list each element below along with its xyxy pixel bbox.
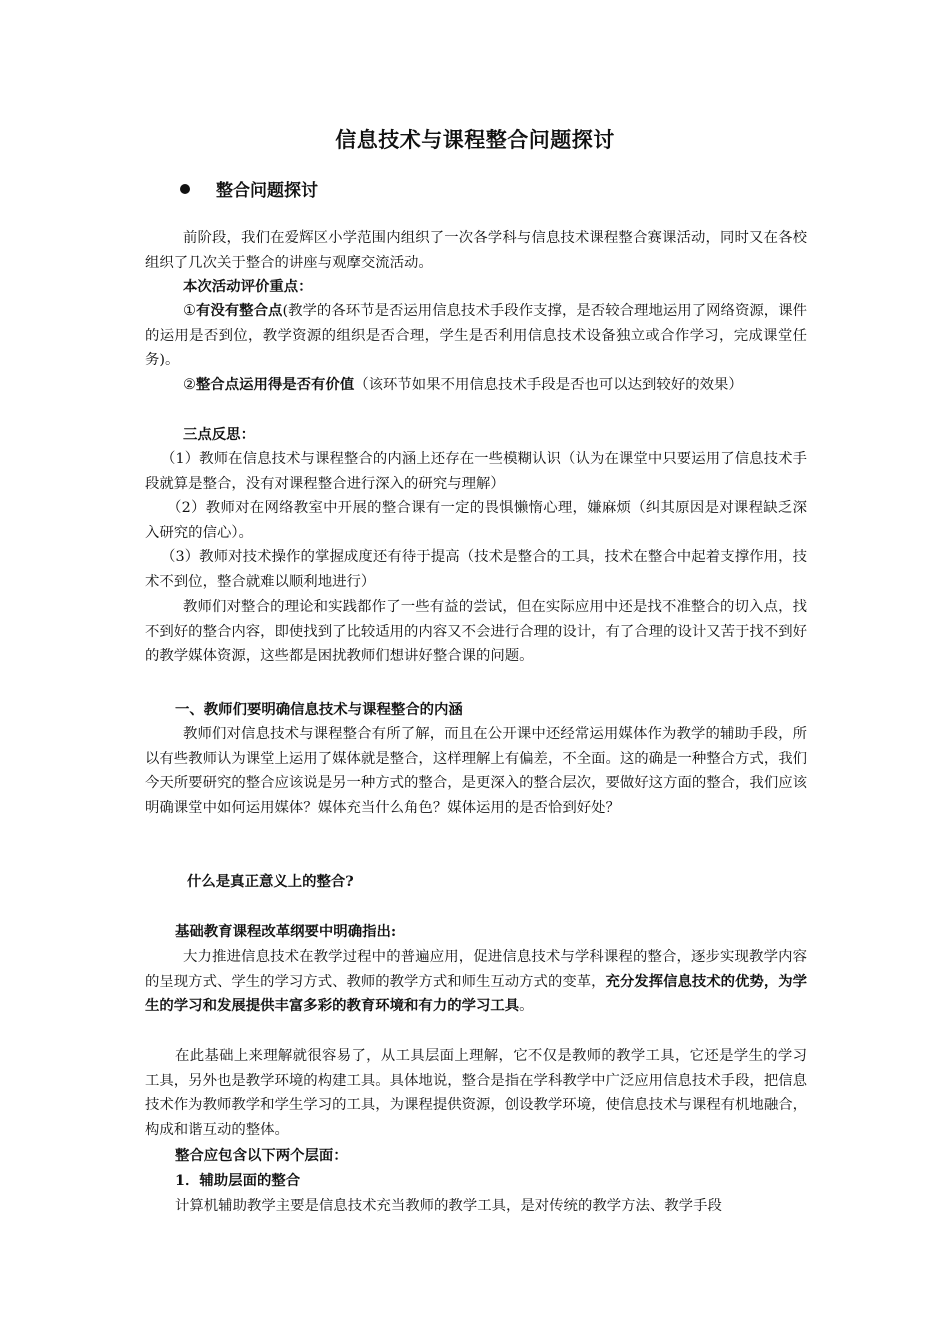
reform-heading bbox=[145, 920, 807, 945]
question-label: 什么是真正意义上的整合? bbox=[187, 873, 354, 890]
section-1-paragraph: 教师们对信息技术与课程整合有所了解，而且在公开课中还经常运用媒体作为教学的辅助手段，所以有些教师认为课堂上运用了媒体就是整合，这样理解上有偏差，不全面。这的确是一种整合方式，我们今天所要研究的整合应该说是另一种方式的整合，是更深入的整合层次，要做好这方面的整合，我们应该明确课堂中如何运用媒体？媒体充当什么角色？媒体运用的是否恰到好处？ bbox=[145, 726, 807, 816]
bullet-dot-icon bbox=[180, 184, 190, 194]
level-1-heading bbox=[145, 1169, 807, 1194]
levels-heading-label: 整合应包含以下两个层面： bbox=[175, 1147, 348, 1164]
reflect-heading-label: 三点反思： bbox=[183, 426, 255, 443]
eval-item-1-bold: 有没有整合点 bbox=[195, 302, 283, 319]
reflect-item-3: （3）教师对技术操作的掌握成度还有待于提高（技术是整合的工具，技术在整合中起着支撑作用，技术不到位，整合就难以顺利地进行） bbox=[145, 549, 807, 590]
section-bullet-label: 整合问题探讨 bbox=[216, 181, 318, 201]
question-heading bbox=[145, 870, 807, 895]
eval-item-2-text: （该环节如果不用信息技术手段是否也可以达到较好的效果） bbox=[354, 377, 743, 393]
eval-item-2 bbox=[145, 373, 807, 398]
reform-bold-text: 充分发挥信息技术的优势，为学生的学习和发展提供丰富多彩的教育环境和有力的学习工具 bbox=[145, 972, 807, 1015]
eval-item-1-mark: ① bbox=[183, 303, 196, 319]
section-bullet-heading bbox=[180, 176, 318, 201]
reflect-item-1: （1）教师在信息技术与课程整合的内涵上还存在一些模糊认识（认为在课堂中只要运用了信息技术手段就算是整合，没有对课程整合进行深入的研究与理解） bbox=[145, 451, 807, 492]
levels-heading bbox=[145, 1144, 807, 1169]
basis-paragraph: 在此基础上来理解就很容易了，从工具层面上理解，它不仅是教师的教学工具，它还是学生的学习工具，另外也是教学环境的构建工具。具体地说，整合是指在学科教学中广泛应用信息技术手段，把信息技术作为教师教学和学生学习的工具，为课程提供资源，创设教学环境，使信息技术与课程有机地融合，构成和谐互动的整体。 bbox=[145, 1048, 807, 1138]
level-1-heading-label: 1．辅助层面的整合 bbox=[175, 1172, 301, 1189]
level-1-paragraph: 计算机辅助教学主要是信息技术充当教师的教学工具，是对传统的教学方法、教学手段 bbox=[175, 1198, 722, 1214]
reform-paragraph bbox=[145, 945, 807, 1019]
reflect-heading bbox=[145, 423, 807, 448]
eval-item-2-bold: 整合点运用得是否有价值 bbox=[195, 376, 355, 393]
reform-heading-label: 基础教育课程改革纲要中明确指出: bbox=[175, 923, 397, 940]
eval-item-1-text: (教学的各环节是否运用信息技术手段作支撑，是否较合理地运用了网络资源，课件的运用是否到位，教学资源的组织是否合理，学生是否利用信息技术设备独立或合作学习，完成课堂任务)。 bbox=[145, 303, 807, 369]
eval-item-1 bbox=[145, 299, 807, 373]
document-title: 信息技术与课程整合问题探讨 bbox=[335, 128, 615, 152]
reflect-item-2: （2）教师对在网络教室中开展的整合课有一定的畏惧懒惰心理，嫌麻烦（纠其原因是对课程缺乏深入研究的信心）。 bbox=[145, 500, 807, 541]
section-1-heading-label: 一、教师们要明确信息技术与课程整合的内涵 bbox=[175, 701, 463, 718]
summary-paragraph: 教师们对整合的理论和实践都作了一些有益的尝试，但在实际应用中还是找不准整合的切入点，找不到好的整合内容，即使找到了比较适用的内容又不会进行合理的设计，有了合理的设计又苦于找不到好的教学媒体资源，这些都是困扰教师们想讲好整合课的问题。 bbox=[145, 599, 807, 665]
eval-heading-label: 本次活动评价重点： bbox=[183, 278, 313, 295]
reform-end: 。 bbox=[519, 998, 534, 1015]
eval-heading bbox=[145, 275, 807, 300]
section-1-heading bbox=[145, 698, 807, 723]
reform-text: 大力推进信息技术在教学过程中的普遍应用，促进信息技术与学科课程的整合，逐步实现教学内容的呈现方式、学生的学习方式、教师的教学方式和师生互动方式的变革， bbox=[145, 949, 807, 990]
eval-item-2-mark: ② bbox=[183, 377, 196, 393]
intro-paragraph: 前阶段，我们在爱辉区小学范围内组织了一次各学科与信息技术课程整合赛课活动，同时又在各校组织了几次关于整合的讲座与观摩交流活动。 bbox=[145, 230, 807, 271]
